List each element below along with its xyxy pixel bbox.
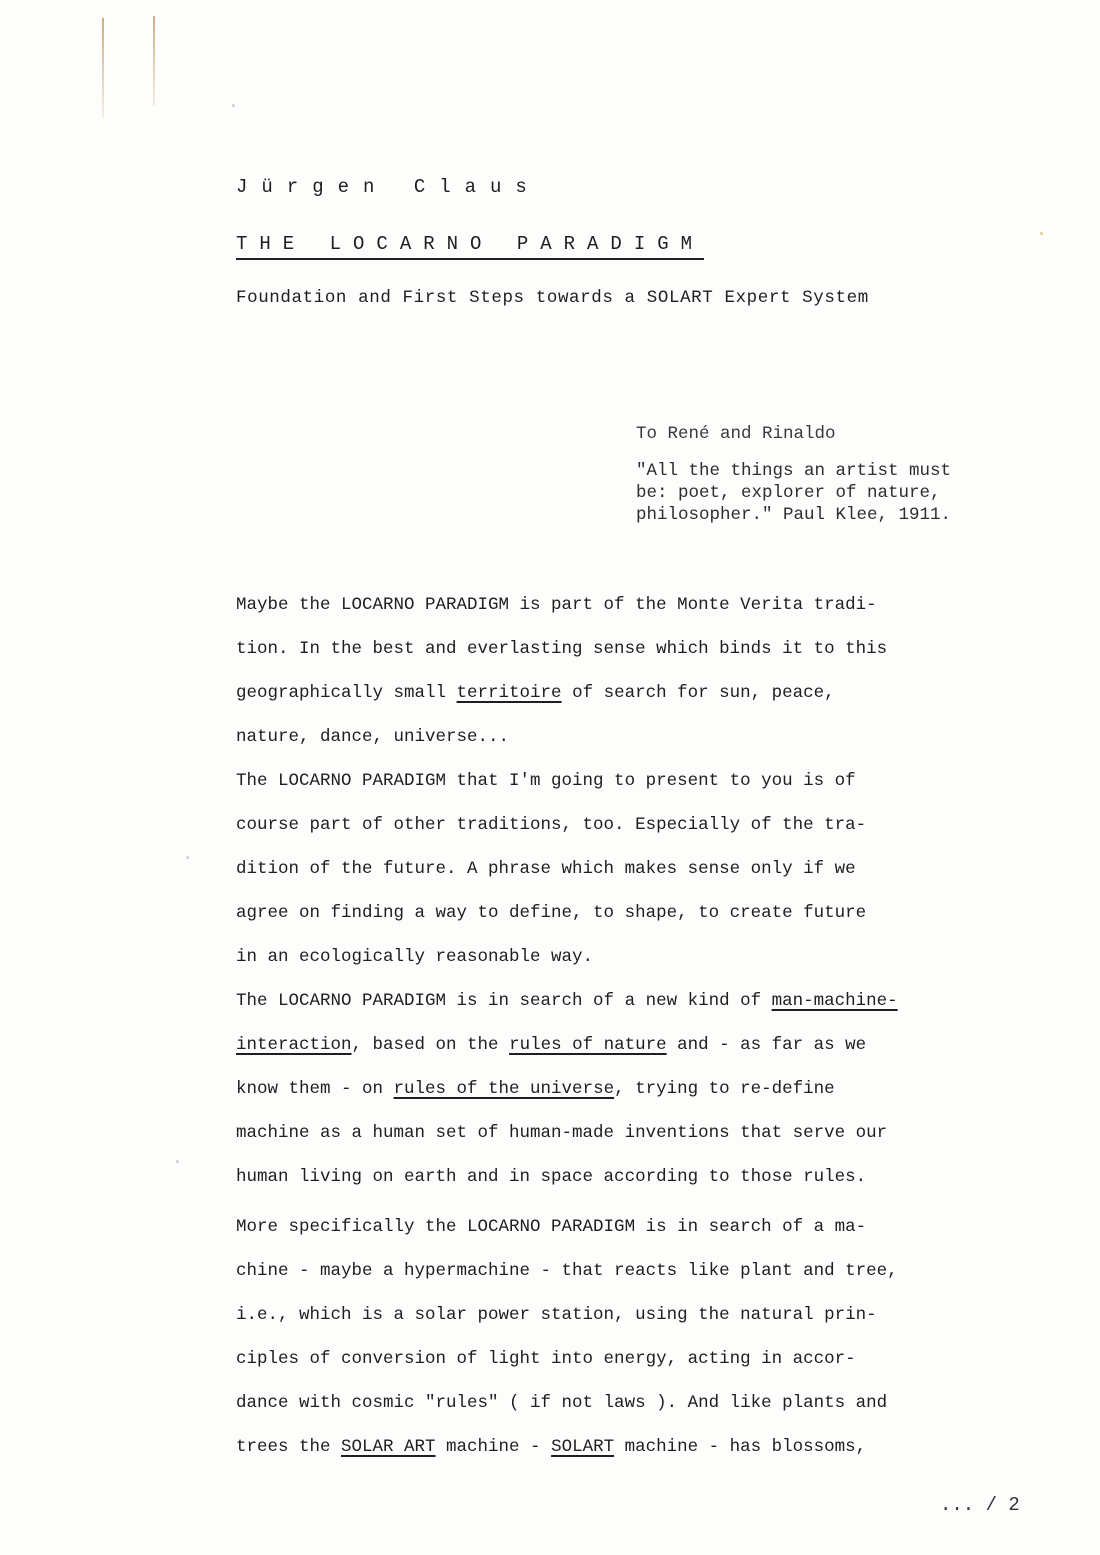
body-line: Maybe the LOCARNO PARADIGM is part of the Monte Verita tradi-: [236, 595, 877, 615]
underlined-term: rules of nature: [509, 1035, 667, 1055]
epigraph-line: "All the things an artist must: [636, 461, 952, 481]
binder-mark: [102, 18, 104, 118]
text-run: machine - has blossoms,: [614, 1437, 867, 1457]
text-run: of search for sun, peace,: [561, 683, 835, 703]
document-title: THE LOCARNO PARADIGM: [236, 233, 704, 260]
text-run: , trying to re-define: [614, 1079, 835, 1099]
epigraph-line: philosopher." Paul Klee, 1911.: [636, 505, 952, 525]
page-number: ... / 2: [940, 1494, 1020, 1516]
underlined-term: interaction: [236, 1035, 352, 1055]
paper-speck: [232, 104, 235, 107]
body-line: ciples of conversion of light into energy, acting in accor-: [236, 1349, 856, 1369]
body-text: [236, 590, 1076, 1476]
dedication: To René and Rinaldo: [636, 424, 836, 444]
body-line: [236, 986, 1076, 1030]
body-line: nature, dance, universe...: [236, 727, 510, 747]
text-run: trees the: [236, 1437, 342, 1457]
epigraph: [636, 460, 1056, 526]
paper-speck: [1040, 232, 1043, 235]
body-line: machine as a human set of human-made inventions that serve our: [236, 1123, 888, 1143]
underlined-term: man-machine-: [771, 991, 898, 1011]
paper-speck: [186, 856, 189, 859]
body-line: chine - maybe a hypermachine - that reacts like plant and tree,: [236, 1261, 898, 1281]
body-line: course part of other traditions, too. Especially of the tra-: [236, 815, 867, 835]
epigraph-line: be: poet, explorer of nature,: [636, 483, 941, 503]
body-line: [236, 678, 1076, 722]
text-run: know them - on: [236, 1079, 394, 1099]
document-subtitle: Foundation and First Steps towards a SOLART Expert System: [236, 288, 869, 308]
text-run: machine -: [435, 1437, 552, 1457]
body-line: dition of the future. A phrase which makes sense only if we: [236, 859, 856, 879]
underlined-term: territoire: [456, 683, 562, 703]
author-name: Jürgen Claus: [236, 176, 541, 198]
paper-speck: [176, 1160, 179, 1163]
text-run: , based on the: [351, 1035, 510, 1055]
body-line: i.e., which is a solar power station, using the natural prin-: [236, 1305, 877, 1325]
body-line: human living on earth and in space according to those rules.: [236, 1167, 867, 1187]
body-line: [236, 1074, 1076, 1118]
binder-mark: [153, 16, 155, 106]
text-run: The LOCARNO PARADIGM is in search of a new kind of: [236, 991, 772, 1011]
body-line: in an ecologically reasonable way.: [236, 947, 594, 967]
text-run: geographically small: [236, 683, 457, 703]
underlined-term: SOLART: [551, 1437, 615, 1457]
body-line: tion. In the best and everlasting sense which binds it to this: [236, 639, 888, 659]
body-line: dance with cosmic "rules" ( if not laws ). And like plants and: [236, 1393, 888, 1413]
underlined-term: SOLAR ART: [341, 1437, 436, 1457]
underlined-term: rules of the universe: [393, 1079, 615, 1099]
text-run: and - as far as we: [666, 1035, 867, 1055]
body-line: [236, 1432, 1076, 1476]
body-line: More specifically the LOCARNO PARADIGM is in search of a ma-: [236, 1217, 867, 1237]
body-line: [236, 1030, 1076, 1074]
body-line: agree on finding a way to define, to shape, to create future: [236, 903, 867, 923]
body-line: The LOCARNO PARADIGM that I'm going to present to you is of: [236, 771, 856, 791]
